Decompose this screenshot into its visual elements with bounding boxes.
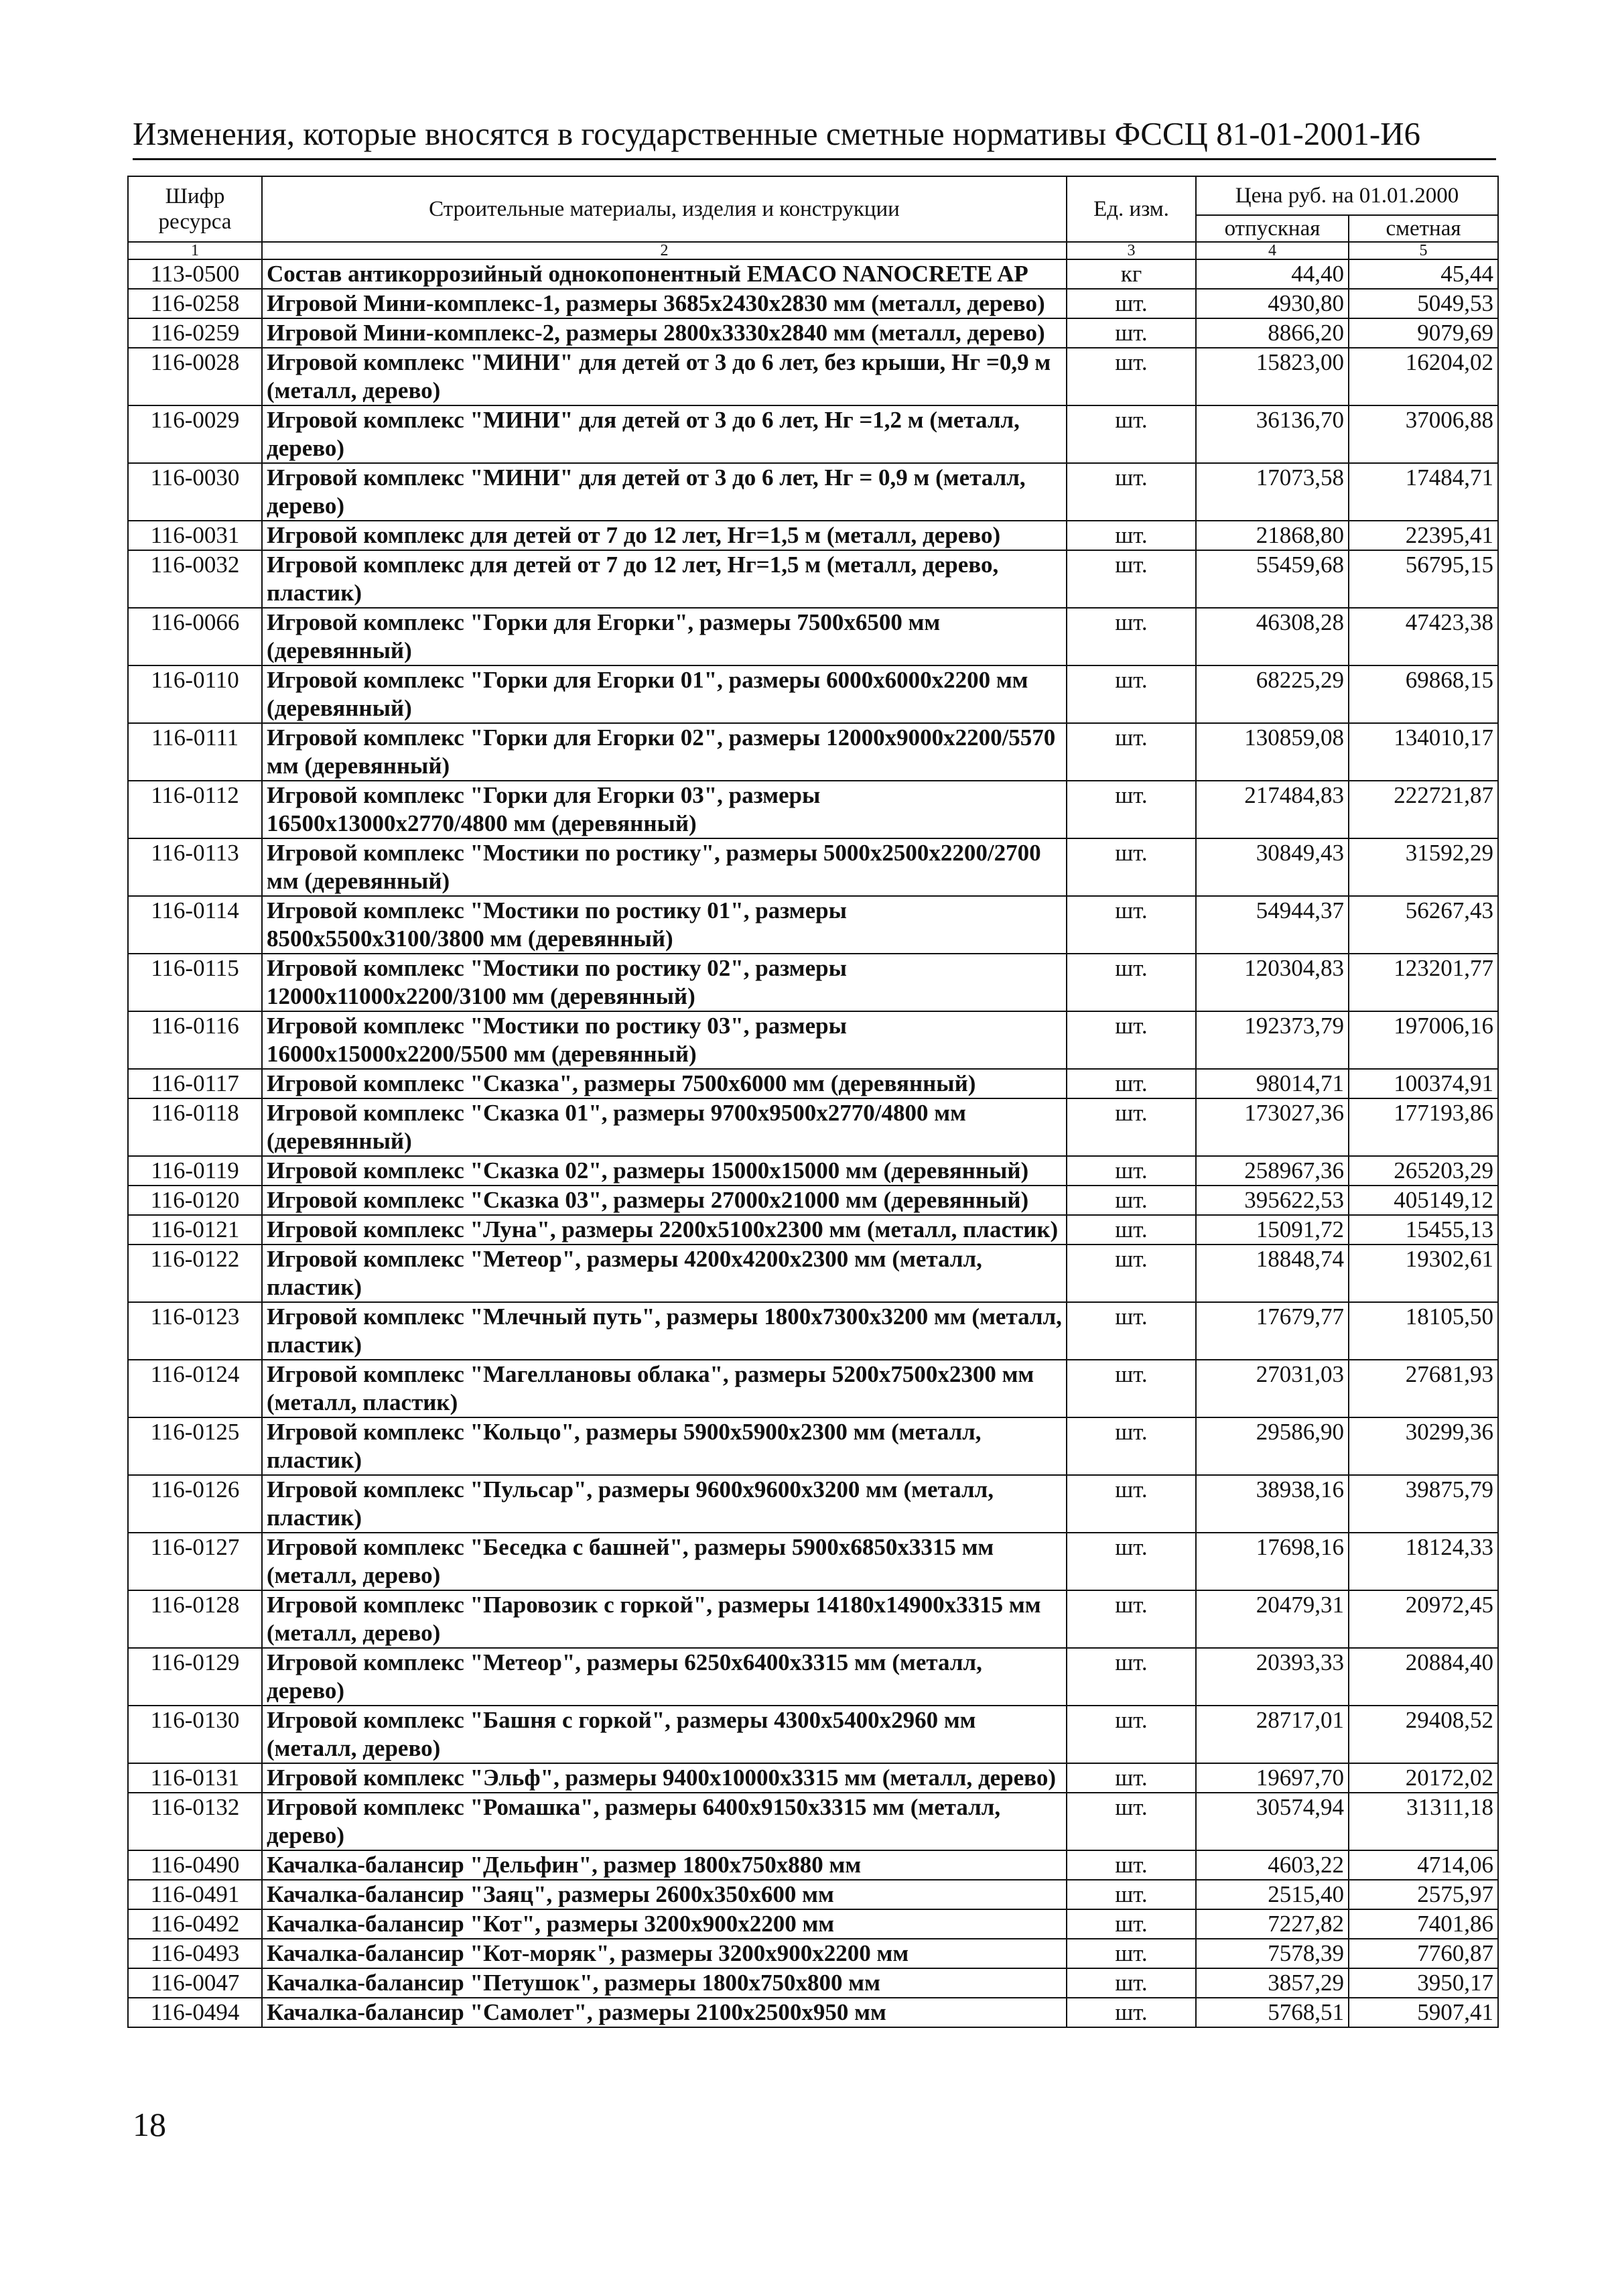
unit-of-measure: шт. xyxy=(1067,521,1196,550)
estimate-price: 39875,79 xyxy=(1349,1475,1498,1533)
release-price: 29586,90 xyxy=(1196,1417,1349,1475)
resource-name: Игровой комплекс "Млечный путь", размеры 1800х7300х3200 мм (металл, пластик) xyxy=(262,1302,1067,1360)
resource-code: 116-0126 xyxy=(128,1475,262,1533)
resource-name: Качалка-балансир "Дельфин", размер 1800х750х880 мм xyxy=(262,1850,1067,1880)
resource-name: Игровой комплекс "Метеор", размеры 4200х4200х2300 мм (металл, пластик) xyxy=(262,1245,1067,1302)
table-row xyxy=(128,1475,1498,1533)
resource-code: 116-0493 xyxy=(128,1939,262,1968)
estimate-price: 15455,13 xyxy=(1349,1215,1498,1245)
release-price: 98014,71 xyxy=(1196,1069,1349,1098)
unit-of-measure: шт. xyxy=(1067,1098,1196,1156)
header-name: Строительные материалы, изделия и конструкции xyxy=(262,176,1067,242)
unit-of-measure: шт. xyxy=(1067,1360,1196,1417)
table-row xyxy=(128,1880,1498,1909)
unit-of-measure: кг xyxy=(1067,259,1196,289)
release-price: 30574,94 xyxy=(1196,1793,1349,1850)
resource-code: 116-0491 xyxy=(128,1880,262,1909)
estimate-price: 405149,12 xyxy=(1349,1186,1498,1215)
release-price: 55459,68 xyxy=(1196,550,1349,608)
unit-of-measure: шт. xyxy=(1067,1763,1196,1793)
estimate-price: 20884,40 xyxy=(1349,1648,1498,1706)
resource-code: 116-0121 xyxy=(128,1215,262,1245)
resource-code: 116-0117 xyxy=(128,1069,262,1098)
resource-code: 116-0490 xyxy=(128,1850,262,1880)
estimate-price: 18105,50 xyxy=(1349,1302,1498,1360)
unit-of-measure: шт. xyxy=(1067,896,1196,954)
table-row xyxy=(128,665,1498,723)
release-price: 28717,01 xyxy=(1196,1706,1349,1763)
estimate-price: 20972,45 xyxy=(1349,1590,1498,1648)
unit-of-measure: шт. xyxy=(1067,781,1196,838)
table-row xyxy=(128,1360,1498,1417)
resource-name: Игровой комплекс "Магеллановы облака", размеры 5200х7500х2300 мм (металл, пластик) xyxy=(262,1360,1067,1417)
estimate-price: 265203,29 xyxy=(1349,1156,1498,1186)
page-number: 18 xyxy=(133,2106,166,2143)
estimate-price: 197006,16 xyxy=(1349,1011,1498,1069)
column-number: 4 xyxy=(1196,242,1349,259)
release-price: 17679,77 xyxy=(1196,1302,1349,1360)
resource-name: Игровой комплекс "Мостики по ростику", размеры 5000х2500х2200/2700 мм (деревянный) xyxy=(262,838,1067,896)
table-row xyxy=(128,1850,1498,1880)
resource-name: Игровой комплекс "МИНИ" для детей от 3 до 6 лет, без крыши, Нг =0,9 м (металл, дерево) xyxy=(262,348,1067,405)
resource-name: Игровой комплекс "Луна", размеры 2200х5100х2300 мм (металл, пластик) xyxy=(262,1215,1067,1245)
estimate-price: 4714,06 xyxy=(1349,1850,1498,1880)
resource-code: 116-0132 xyxy=(128,1793,262,1850)
resource-name: Игровой комплекс "Горки для Егорки", размеры 7500х6500 мм (деревянный) xyxy=(262,608,1067,665)
estimate-price: 7760,87 xyxy=(1349,1939,1498,1968)
resource-name: Состав антикоррозийный однокопонентный EMACO NANOCRETE AP xyxy=(262,259,1067,289)
resource-code: 116-0119 xyxy=(128,1156,262,1186)
unit-of-measure: шт. xyxy=(1067,665,1196,723)
release-price: 7578,39 xyxy=(1196,1939,1349,1968)
unit-of-measure: шт. xyxy=(1067,954,1196,1011)
resource-name: Игровой комплекс для детей от 7 до 12 лет, Нг=1,5 м (металл, дерево) xyxy=(262,521,1067,550)
release-price: 395622,53 xyxy=(1196,1186,1349,1215)
column-number: 2 xyxy=(262,242,1067,259)
unit-of-measure: шт. xyxy=(1067,1880,1196,1909)
resource-code: 116-0258 xyxy=(128,289,262,318)
resource-code: 116-0031 xyxy=(128,521,262,550)
estimate-price: 134010,17 xyxy=(1349,723,1498,781)
estimate-price: 19302,61 xyxy=(1349,1245,1498,1302)
estimate-price: 17484,71 xyxy=(1349,463,1498,521)
resource-name: Игровой комплекс "Пульсар", размеры 9600х9600х3200 мм (металл, пластик) xyxy=(262,1475,1067,1533)
unit-of-measure: шт. xyxy=(1067,289,1196,318)
resource-code: 116-0123 xyxy=(128,1302,262,1360)
resource-code: 116-0116 xyxy=(128,1011,262,1069)
table-row xyxy=(128,608,1498,665)
resource-name: Качалка-балансир "Кот", размеры 3200х900х2200 мм xyxy=(262,1909,1067,1939)
page-header-title: Изменения, которые вносятся в государственные сметные нормативы ФССЦ 81-01-2001-И6 xyxy=(133,115,1421,152)
estimate-price: 100374,91 xyxy=(1349,1069,1498,1098)
table-row xyxy=(128,1069,1498,1098)
resource-name: Игровой комплекс "Горки для Егорки 01", размеры 6000х6000х2200 мм (деревянный) xyxy=(262,665,1067,723)
resource-name: Игровой Мини-комплекс-2, размеры 2800х3330х2840 мм (металл, дерево) xyxy=(262,318,1067,348)
release-price: 20393,33 xyxy=(1196,1648,1349,1706)
release-price: 36136,70 xyxy=(1196,405,1349,463)
unit-of-measure: шт. xyxy=(1067,1648,1196,1706)
unit-of-measure: шт. xyxy=(1067,1011,1196,1069)
release-price: 130859,08 xyxy=(1196,723,1349,781)
unit-of-measure: шт. xyxy=(1067,1186,1196,1215)
resource-name: Качалка-балансир "Заяц", размеры 2600х350х600 мм xyxy=(262,1880,1067,1909)
table-row xyxy=(128,1302,1498,1360)
estimate-price: 16204,02 xyxy=(1349,348,1498,405)
release-price: 46308,28 xyxy=(1196,608,1349,665)
estimate-price: 222721,87 xyxy=(1349,781,1498,838)
release-price: 258967,36 xyxy=(1196,1156,1349,1186)
unit-of-measure: шт. xyxy=(1067,550,1196,608)
unit-of-measure: шт. xyxy=(1067,1475,1196,1533)
resource-code: 116-0032 xyxy=(128,550,262,608)
resource-name: Игровой комплекс "Сказка 02", размеры 15000х15000 мм (деревянный) xyxy=(262,1156,1067,1186)
table-row xyxy=(128,781,1498,838)
estimate-price: 22395,41 xyxy=(1349,521,1498,550)
column-number: 1 xyxy=(128,242,262,259)
estimate-price: 2575,97 xyxy=(1349,1880,1498,1909)
resource-name: Игровой комплекс "МИНИ" для детей от 3 до 6 лет, Нг =1,2 м (металл, дерево) xyxy=(262,405,1067,463)
table-row xyxy=(128,1909,1498,1939)
unit-of-measure: шт. xyxy=(1067,1417,1196,1475)
unit-of-measure: шт. xyxy=(1067,1909,1196,1939)
table-row xyxy=(128,318,1498,348)
estimate-price: 123201,77 xyxy=(1349,954,1498,1011)
resource-code: 116-0113 xyxy=(128,838,262,896)
release-price: 3857,29 xyxy=(1196,1968,1349,1998)
release-price: 21868,80 xyxy=(1196,521,1349,550)
unit-of-measure: шт. xyxy=(1067,405,1196,463)
table-row xyxy=(128,405,1498,463)
unit-of-measure: шт. xyxy=(1067,838,1196,896)
release-price: 18848,74 xyxy=(1196,1245,1349,1302)
table-row xyxy=(128,1763,1498,1793)
estimate-price: 5907,41 xyxy=(1349,1998,1498,2027)
unit-of-measure: шт. xyxy=(1067,318,1196,348)
table-row xyxy=(128,289,1498,318)
resource-code: 116-0118 xyxy=(128,1098,262,1156)
estimate-price: 30299,36 xyxy=(1349,1417,1498,1475)
table-row xyxy=(128,1998,1498,2027)
resource-code: 116-0124 xyxy=(128,1360,262,1417)
table-row xyxy=(128,1533,1498,1590)
release-price: 44,40 xyxy=(1196,259,1349,289)
resource-code: 116-0115 xyxy=(128,954,262,1011)
table-row xyxy=(128,1098,1498,1156)
table-row xyxy=(128,550,1498,608)
resource-name: Игровой комплекс "Башня с горкой", размеры 4300х5400х2960 мм (металл, дерево) xyxy=(262,1706,1067,1763)
release-price: 2515,40 xyxy=(1196,1880,1349,1909)
table-row xyxy=(128,954,1498,1011)
table-row xyxy=(128,1590,1498,1648)
release-price: 54944,37 xyxy=(1196,896,1349,954)
release-price: 38938,16 xyxy=(1196,1475,1349,1533)
resource-code: 116-0129 xyxy=(128,1648,262,1706)
resource-name: Игровой комплекс "Ромашка", размеры 6400х9150х3315 мм (металл, дерево) xyxy=(262,1793,1067,1850)
resource-name: Игровой комплекс "Мостики по ростику 02", размеры 12000х11000х2200/3100 мм (деревянный) xyxy=(262,954,1067,1011)
resource-name: Качалка-балансир "Кот-моряк", размеры 3200х900х2200 мм xyxy=(262,1939,1067,1968)
resource-name: Игровой комплекс "Паровозик с горкой", размеры 14180х14900х3315 мм (металл, дерево) xyxy=(262,1590,1067,1648)
resource-code: 116-0492 xyxy=(128,1909,262,1939)
unit-of-measure: шт. xyxy=(1067,1533,1196,1590)
resource-code: 116-0131 xyxy=(128,1763,262,1793)
resource-code: 116-0494 xyxy=(128,1998,262,2027)
estimate-price: 3950,17 xyxy=(1349,1968,1498,1998)
estimate-price: 47423,38 xyxy=(1349,608,1498,665)
unit-of-measure: шт. xyxy=(1067,723,1196,781)
table-row xyxy=(128,1417,1498,1475)
estimate-price: 7401,86 xyxy=(1349,1909,1498,1939)
unit-of-measure: шт. xyxy=(1067,1245,1196,1302)
resource-name: Игровой комплекс "Эльф", размеры 9400х10000х3315 мм (металл, дерево) xyxy=(262,1763,1067,1793)
resource-name: Игровой комплекс "МИНИ" для детей от 3 до 6 лет, Нг = 0,9 м (металл, дерево) xyxy=(262,463,1067,521)
estimate-price: 31592,29 xyxy=(1349,838,1498,896)
unit-of-measure: шт. xyxy=(1067,1793,1196,1850)
table-row xyxy=(128,1939,1498,1968)
resource-name: Игровой комплекс "Мостики по ростику 01", размеры 8500х5500х3100/3800 мм (деревянный) xyxy=(262,896,1067,954)
estimate-price: 177193,86 xyxy=(1349,1098,1498,1156)
table-row xyxy=(128,463,1498,521)
table-row xyxy=(128,1011,1498,1069)
resource-name: Игровой комплекс "Мостики по ростику 03", размеры 16000х15000х2200/5500 мм (деревянный) xyxy=(262,1011,1067,1069)
release-price: 15823,00 xyxy=(1196,348,1349,405)
unit-of-measure: шт. xyxy=(1067,1706,1196,1763)
resource-name: Игровой Мини-комплекс-1, размеры 3685х2430х2830 мм (металл, дерево) xyxy=(262,289,1067,318)
table-row xyxy=(128,1968,1498,1998)
unit-of-measure: шт. xyxy=(1067,1939,1196,1968)
resource-price-table xyxy=(127,176,1499,2028)
resource-code: 116-0066 xyxy=(128,608,262,665)
estimate-price: 20172,02 xyxy=(1349,1763,1498,1793)
table-row xyxy=(128,348,1498,405)
resource-code: 116-0130 xyxy=(128,1706,262,1763)
table-body xyxy=(128,259,1498,2027)
table-row xyxy=(128,1186,1498,1215)
unit-of-measure: шт. xyxy=(1067,1850,1196,1880)
resource-code: 113-0500 xyxy=(128,259,262,289)
release-price: 17073,58 xyxy=(1196,463,1349,521)
header-price-group: Цена руб. на 01.01.2000 xyxy=(1196,176,1498,215)
release-price: 120304,83 xyxy=(1196,954,1349,1011)
estimate-price: 31311,18 xyxy=(1349,1793,1498,1850)
table-row xyxy=(128,1648,1498,1706)
release-price: 17698,16 xyxy=(1196,1533,1349,1590)
release-price: 30849,43 xyxy=(1196,838,1349,896)
resource-name: Качалка-балансир "Самолет", размеры 2100х2500х950 мм xyxy=(262,1998,1067,2027)
unit-of-measure: шт. xyxy=(1067,463,1196,521)
table-row xyxy=(128,259,1498,289)
resource-code: 116-0030 xyxy=(128,463,262,521)
table-row xyxy=(128,1793,1498,1850)
release-price: 192373,79 xyxy=(1196,1011,1349,1069)
resource-code: 116-0122 xyxy=(128,1245,262,1302)
unit-of-measure: шт. xyxy=(1067,1215,1196,1245)
resource-code: 116-0111 xyxy=(128,723,262,781)
release-price: 19697,70 xyxy=(1196,1763,1349,1793)
resource-code: 116-0047 xyxy=(128,1968,262,1998)
unit-of-measure: шт. xyxy=(1067,1968,1196,1998)
estimate-price: 56267,43 xyxy=(1349,896,1498,954)
resource-code: 116-0114 xyxy=(128,896,262,954)
estimate-price: 18124,33 xyxy=(1349,1533,1498,1590)
estimate-price: 45,44 xyxy=(1349,259,1498,289)
resource-name: Игровой комплекс "Беседка с башней", размеры 5900х6850х3315 мм (металл, дерево) xyxy=(262,1533,1067,1590)
resource-name: Игровой комплекс для детей от 7 до 12 лет, Нг=1,5 м (металл, дерево, пластик) xyxy=(262,550,1067,608)
release-price: 7227,82 xyxy=(1196,1909,1349,1939)
unit-of-measure: шт. xyxy=(1067,1998,1196,2027)
resource-code: 116-0029 xyxy=(128,405,262,463)
table-row xyxy=(128,1706,1498,1763)
header-estimate-price: сметная xyxy=(1349,215,1498,242)
table-row xyxy=(128,521,1498,550)
table-row xyxy=(128,838,1498,896)
release-price: 173027,36 xyxy=(1196,1098,1349,1156)
release-price: 27031,03 xyxy=(1196,1360,1349,1417)
resource-code: 116-0028 xyxy=(128,348,262,405)
header-divider xyxy=(133,158,1496,160)
resource-name: Игровой комплекс "Сказка 03", размеры 27000х21000 мм (деревянный) xyxy=(262,1186,1067,1215)
release-price: 4930,80 xyxy=(1196,289,1349,318)
resource-name: Игровой комплекс "Сказка", размеры 7500х6000 мм (деревянный) xyxy=(262,1069,1067,1098)
table-row xyxy=(128,896,1498,954)
table-row xyxy=(128,1215,1498,1245)
estimate-price: 27681,93 xyxy=(1349,1360,1498,1417)
column-number: 3 xyxy=(1067,242,1196,259)
unit-of-measure: шт. xyxy=(1067,608,1196,665)
unit-of-measure: шт. xyxy=(1067,1156,1196,1186)
release-price: 20479,31 xyxy=(1196,1590,1349,1648)
resource-name: Игровой комплекс "Метеор", размеры 6250х6400х3315 мм (металл, дерево) xyxy=(262,1648,1067,1706)
resource-code: 116-0120 xyxy=(128,1186,262,1215)
unit-of-measure: шт. xyxy=(1067,1302,1196,1360)
estimate-price: 56795,15 xyxy=(1349,550,1498,608)
resource-code: 116-0125 xyxy=(128,1417,262,1475)
header-unit: Ед. изм. xyxy=(1067,176,1196,242)
resource-name: Игровой комплекс "Кольцо", размеры 5900х5900х2300 мм (металл, пластик) xyxy=(262,1417,1067,1475)
release-price: 4603,22 xyxy=(1196,1850,1349,1880)
release-price: 15091,72 xyxy=(1196,1215,1349,1245)
unit-of-measure: шт. xyxy=(1067,348,1196,405)
resource-code: 116-0128 xyxy=(128,1590,262,1648)
resource-code: 116-0110 xyxy=(128,665,262,723)
estimate-price: 5049,53 xyxy=(1349,289,1498,318)
table-row xyxy=(128,723,1498,781)
column-number: 5 xyxy=(1349,242,1498,259)
table-row xyxy=(128,1245,1498,1302)
resource-code: 116-0127 xyxy=(128,1533,262,1590)
header-code: Шифр ресурса xyxy=(128,176,262,242)
resource-code: 116-0112 xyxy=(128,781,262,838)
resource-code: 116-0259 xyxy=(128,318,262,348)
resource-name: Игровой комплекс "Сказка 01", размеры 9700х9500х2770/4800 мм (деревянный) xyxy=(262,1098,1067,1156)
resource-name: Игровой комплекс "Горки для Егорки 03", размеры 16500х13000х2770/4800 мм (деревянный) xyxy=(262,781,1067,838)
resource-name: Качалка-балансир "Петушок", размеры 1800х750х800 мм xyxy=(262,1968,1067,1998)
table-row xyxy=(128,1156,1498,1186)
release-price: 5768,51 xyxy=(1196,1998,1349,2027)
unit-of-measure: шт. xyxy=(1067,1590,1196,1648)
release-price: 68225,29 xyxy=(1196,665,1349,723)
header-release-price: отпускная xyxy=(1196,215,1349,242)
resource-name: Игровой комплекс "Горки для Егорки 02", размеры 12000х9000х2200/5570 мм (деревянный) xyxy=(262,723,1067,781)
unit-of-measure: шт. xyxy=(1067,1069,1196,1098)
estimate-price: 29408,52 xyxy=(1349,1706,1498,1763)
estimate-price: 37006,88 xyxy=(1349,405,1498,463)
release-price: 217484,83 xyxy=(1196,781,1349,838)
release-price: 8866,20 xyxy=(1196,318,1349,348)
estimate-price: 9079,69 xyxy=(1349,318,1498,348)
estimate-price: 69868,15 xyxy=(1349,665,1498,723)
